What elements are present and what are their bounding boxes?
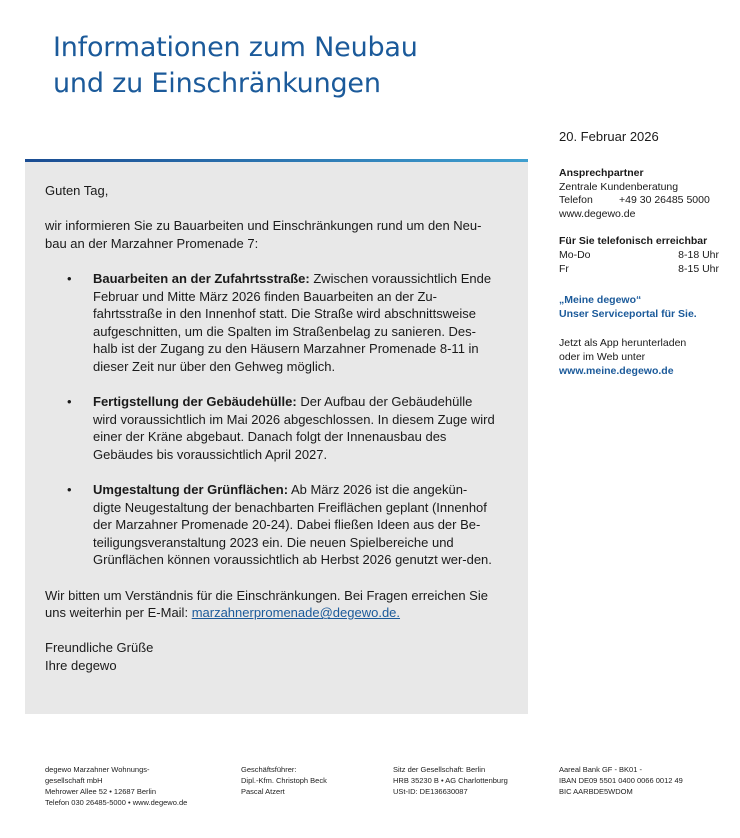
hours-time: 8-18 Uhr (678, 248, 719, 261)
app-text-line-2: oder im Web unter (559, 350, 646, 363)
portal-url-link[interactable]: www.meine.degewo.de (559, 364, 674, 377)
sidebar (559, 128, 719, 378)
contact-name: Zentrale Kundenberatung (559, 180, 679, 193)
greeting: Guten Tag, (45, 183, 109, 198)
hours-day: Mo-Do (559, 248, 591, 261)
regards-line-1: Freundliche Grüße (45, 640, 154, 656)
list-item-text: Der Aufbau der Gebäudehülle wird voraussichtlich im Mai 2026 abgeschlossen. In diesem Zuge wird einer der Kräne abgebaut. Danach folgt der Innenausbau des Gebäudes bis voraussichtlich April 2027. (93, 394, 495, 462)
page-title (53, 30, 523, 102)
footer-line: gesellschaft mbH (45, 776, 103, 785)
website-link[interactable]: www.degewo.de (559, 207, 636, 220)
phone-row (559, 194, 719, 208)
list-item-text: Zwischen voraussichtlich Ende Februar und Mitte März 2026 finden Bauarbeiten an der Zu-fahrtsstraße in den Innenhof statt. Die Straße wird abschnittsweise aufgeschnitten, um die Spalten im Straßenbelag zu sanieren. Des-halb ist der Zugang zu den Häusern Marzahner Promenade 8-11 in dieser Zeit nur über den Gehweg möglich. (93, 270, 492, 374)
closing-paragraph (45, 587, 495, 622)
contact-heading: Ansprechpartner (559, 167, 644, 179)
portal-tagline: Unser Serviceportal für Sie. (559, 307, 697, 320)
bullet-icon: • (67, 394, 72, 410)
footer-line: degewo Marzahner Wohnungs- (45, 765, 150, 774)
email-link[interactable]: marzahnerpromenade@degewo.de. (191, 605, 401, 621)
footer-line: Sitz der Gesellschaft: Berlin (393, 765, 486, 774)
footer-line: HRB 35230 B • AG Charlottenburg (393, 776, 508, 785)
bullet-icon: • (67, 482, 72, 498)
footer-line: BIC AARBDE5WDOM (559, 787, 633, 796)
footer-line: Telefon 030 26485-5000 • www.degewo.de (45, 798, 188, 807)
title-line-1: Informationen zum Neubau (53, 32, 418, 63)
list-item-heading: Fertigstellung der Gebäudehülle: (93, 394, 297, 410)
list-item-green-spaces (45, 481, 495, 569)
footer-line: USt-ID: DE136630087 (393, 787, 468, 796)
phone-value[interactable]: +49 30 26485 5000 (619, 194, 710, 207)
list-item-road-works (45, 270, 495, 376)
footer-management (241, 764, 327, 797)
footer-line: Mehrower Allee 52 • 12687 Berlin (45, 787, 157, 796)
list-item-heading: Bauarbeiten an der Zufahrtsstraße: (93, 270, 310, 286)
footer-company (45, 764, 187, 808)
list-item-heading: Umgestaltung der Grünflächen: (93, 482, 289, 498)
letter-body (45, 182, 495, 675)
closing-text: Wir bitten um Verständnis für die Einschränkungen. Bei Fragen erreichen Sie uns weiterhin per E-Mail: (45, 587, 488, 621)
footer-line: Aareal Bank GF - BK01 - (559, 765, 642, 774)
regards-line-2: Ihre degewo (45, 658, 117, 674)
title-line-2: und zu Einschränkungen (53, 68, 381, 99)
app-text-line-1: Jetzt als App herunterladen (559, 337, 687, 350)
footer-line: Geschäftsführer: (241, 765, 297, 774)
hours-row (559, 263, 719, 277)
list-item-text: Ab März 2026 ist die angekün-digte Neugestaltung der benachbarten Freiflächen geplant (Innenhof der Marzahner Promenade 20-24). Dabei fließen Ideen aus der Be-teiligungsveranstaltung 2023 ein. Die neuen Spielbereiche und Grünflächen können voraussichtlich ab Herbst 2026 genutzt wer-den. (93, 482, 492, 568)
footer-line: IBAN DE09 5501 0400 0066 0012 49 (559, 776, 683, 785)
intro-paragraph: wir informieren Sie zu Bauarbeiten und Einschränkungen rund um den Neu-bau an der Marzahner Promenade 7: (45, 218, 482, 251)
footer-line: Pascal Atzert (241, 787, 285, 796)
hours-day: Fr (559, 262, 569, 275)
hours-row (559, 249, 719, 263)
footer-bank (559, 764, 683, 797)
info-list (45, 270, 495, 569)
hours-time: 8-15 Uhr (678, 262, 719, 275)
portal-name: „Meine degewo“ (559, 294, 642, 307)
phone-label: Telefon (559, 194, 593, 207)
letter-date: 20. Februar 2026 (559, 129, 659, 144)
list-item-building-shell (45, 393, 495, 463)
bullet-icon: • (67, 270, 72, 286)
footer-line: Dipl.-Kfm. Christoph Beck (241, 776, 327, 785)
footer-registration (393, 764, 508, 797)
hours-heading: Für Sie telefonisch erreichbar (559, 235, 708, 248)
